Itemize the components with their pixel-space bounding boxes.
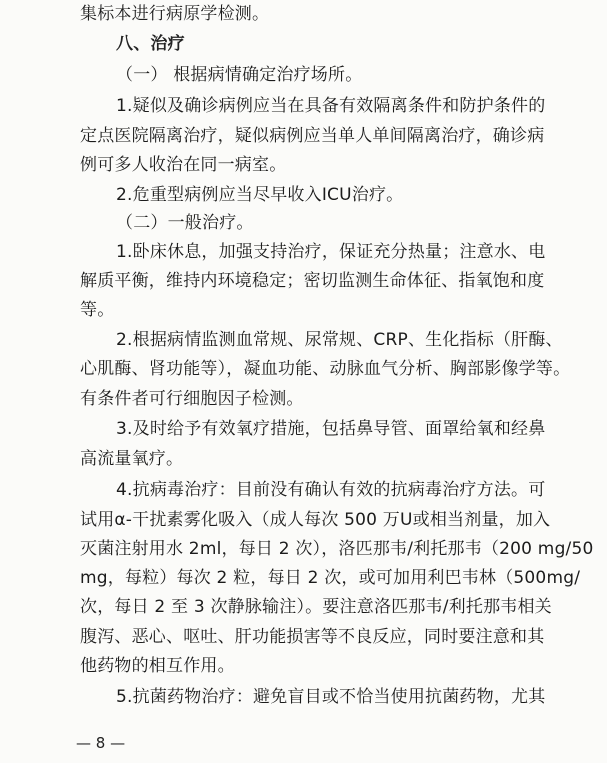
section-heading: 八、治疗 <box>116 34 185 54</box>
text-line: 他药物的相互作用。 <box>80 656 235 676</box>
text-line: 例可多人收治在同一病室。 <box>80 155 287 175</box>
text-line: 3.及时给予有效氧疗措施，包括鼻导管、面罩给氧和经鼻 <box>116 419 546 439</box>
text-line: 高流量氧疗。 <box>80 449 184 469</box>
text-line: 腹泻、恶心、呕吐、肝功能损害等不良反应，同时要注意和其 <box>80 627 545 647</box>
text-line: 1.疑似及确诊病例应当在具备有效隔离条件和防护条件的 <box>116 96 546 116</box>
text-line: 2.危重型病例应当尽早收入ICU治疗。 <box>116 185 404 205</box>
text-line: 灭菌注射用水 2ml，每日 2 次），洛匹那韦/利托那韦（200 mg/50 <box>80 539 594 559</box>
text-line: 次，每日 2 至 3 次静脉输注）。要注意洛匹那韦/利托那韦相关 <box>80 597 552 617</box>
text-line: 4.抗病毒治疗：目前没有确认有效的抗病毒治疗方法。可 <box>116 480 546 500</box>
text-line: 试用α-干扰素雾化吸入（成人每次 500 万U或相当剂量，加入 <box>80 510 551 530</box>
text-line: 心肌酶、肾功能等），凝血功能、动脉血气分析、胸部影像学等。 <box>80 359 571 379</box>
text-line: 定点医院隔离治疗，疑似病例应当单人单间隔离治疗，确诊病 <box>80 126 545 146</box>
text-line: mg，每粒）每次 2 粒，每日 2 次，或可加用利巴韦林（500mg/ <box>80 568 581 588</box>
subsection-heading: （二）一般治疗。 <box>116 213 254 233</box>
text-line: 集标本进行病原学检测。 <box>80 4 270 24</box>
text-line: 解质平衡，维持内环境稳定；密切监测生命体征、指氧饱和度 <box>80 271 545 291</box>
text-line: 2.根据病情监测血常规、尿常规、CRP、生化指标（肝酶、 <box>116 330 563 350</box>
subsection-heading: （一） 根据病情确定治疗场所。 <box>116 65 363 85</box>
text-line: 等。 <box>80 300 115 320</box>
text-line: 有条件者可行细胞因子检测。 <box>80 389 304 409</box>
text-line: 1.卧床休息，加强支持治疗，保证充分热量；注意水、电 <box>116 242 546 262</box>
text-line: 5.抗菌药物治疗：避免盲目或不恰当使用抗菌药物，尤其 <box>116 687 546 707</box>
page-number: — 8 — <box>76 734 126 752</box>
